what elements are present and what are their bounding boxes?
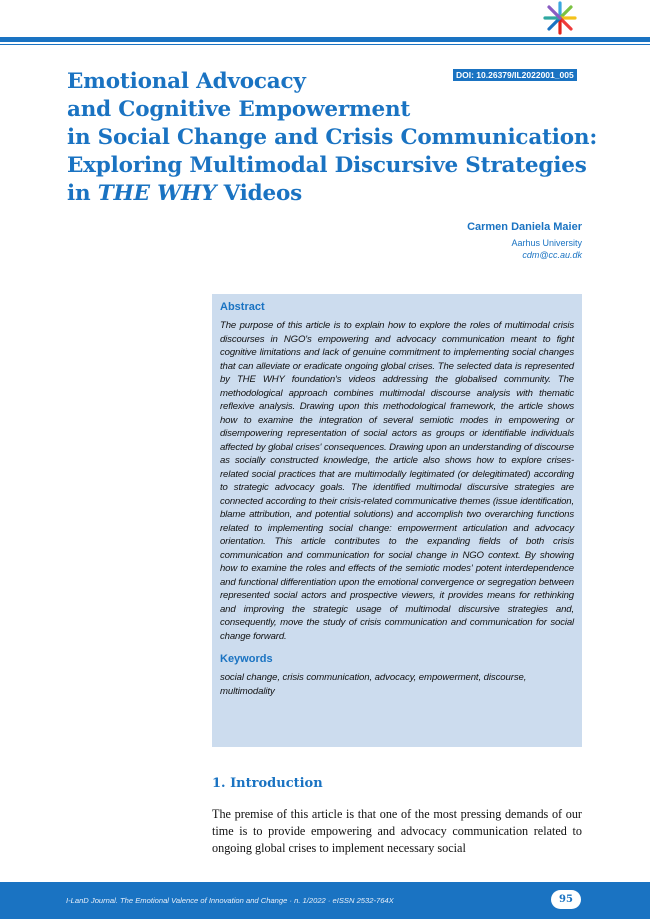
- abstract-box: [212, 294, 582, 747]
- article-title: [67, 68, 607, 208]
- title-line-2: and Cognitive Empowerment: [67, 97, 411, 122]
- abstract-text: The purpose of this article is to explain how to explore the roles of multimodal crisis discourses in NGO's empowering and advocacy communication meant to fight cognitive limitations and lack of genuine commitment to implementing social changes that can alleviate or eradicate ongoing global crises. The selected data is represented by THE WHY foundation's videos addressing the globalised community. The methodological approach combines multimodal discourse analysis with thematic reflexive analysis. Drawing upon this methodological framework, the article shows how to examine the integration of several semiotic modes in empowering or disempowering representation of social actors as groups or identifiable individuals affected by global crises' consequences. Drawing upon an understanding of discourse as socially constructed knowledge, the article also shows how to explore crises-related social practices that are multimodally legitimated (or delegitimated) according to strategic advocacy goals. The identified multimodal discursive strategies are connected according to their crisis-related communicative themes (issue identification, blame attribution, and potential solutions) and accomplish two overarching functions related to implementing social change: empowerment articulation and advocacy orientation. This article contributes to the expanding fields of both crisis communication and communication for social change in NGO context. By showing how to examine the roles and effects of the semiotic modes' potent interdependence and functional differentiation upon the emotional convergence or segregation between represented social actors and prospective viewers, it provides means for rethinking and improving the strategic usage of multimodal discursive strategies and, consequently, move the study of crisis communication and communication for social change forward.: [220, 320, 574, 642]
- author-name: Carmen Daniela Maier: [467, 221, 582, 233]
- title-line-1: Emotional Advocacy: [67, 69, 306, 94]
- author-affiliation: Aarhus University: [511, 238, 582, 248]
- footer-journal-info: I-LanD Journal. The Emotional Valence of Innovation and Change · n. 1/2022 · eISSN 2532-764X: [66, 896, 394, 905]
- author-block: [467, 220, 582, 261]
- header-rule: [0, 37, 650, 42]
- author-email[interactable]: cdm@cc.au.dk: [522, 250, 582, 260]
- title-line-5-post: Videos: [216, 181, 302, 206]
- abstract-heading: Abstract: [220, 301, 265, 313]
- title-line-5-pre: in: [67, 181, 98, 206]
- title-line-3: in Social Change and Crisis Communication:: [67, 125, 598, 150]
- introduction-paragraph: The premise of this article is that one of the most pressing demands of our time is to provide empowering and advocacy communication related to ongoing global crises to implement necessary social: [212, 807, 582, 855]
- journal-star-logo-icon: [540, 0, 580, 36]
- page-footer: [0, 882, 650, 919]
- keywords-text: social change, crisis communication, advocacy, empowerment, discourse, multimodality: [220, 672, 527, 697]
- doi-badge[interactable]: DOI: 10.26379/IL2022001_005: [453, 69, 577, 81]
- keywords-heading: Keywords: [220, 653, 273, 665]
- page-number-badge: 95: [551, 890, 581, 909]
- title-line-4: Exploring Multimodal Discursive Strategies: [67, 153, 587, 178]
- title-line-5-italic: THE WHY: [97, 181, 217, 206]
- section-title-introduction: 1. Introduction: [212, 776, 323, 791]
- header-rule-thin: [0, 44, 650, 45]
